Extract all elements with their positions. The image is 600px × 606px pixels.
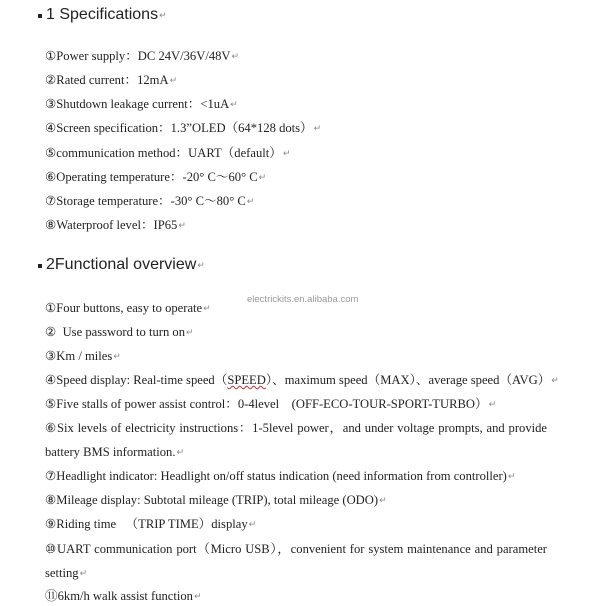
feature-password: ② Use password to turn on↵ [45, 325, 194, 339]
return-mark-icon: ↵ [178, 221, 186, 231]
return-mark-icon: ↵ [379, 496, 387, 506]
return-mark-icon: ↵ [197, 261, 205, 271]
return-mark-icon: ↵ [246, 197, 255, 207]
spec-waterproof: ⑧Waterproof level：IP65↵ [45, 218, 186, 232]
feature-uart-line1: ⑩UART communication port（Micro USB），convenient for system maintenance and parameter [45, 542, 547, 556]
return-mark-icon: ↵ [169, 76, 178, 86]
return-mark-icon: ↵ [551, 376, 559, 386]
return-mark-icon: ↵ [488, 400, 497, 410]
feature-speed-display: ④Speed display: Real-time speed（SPEED）、maximum speed（MAX）、average speed（AVG）↵ [45, 373, 559, 387]
section-2-heading: 2Functional overview↵ [38, 256, 205, 274]
return-mark-icon: ↵ [159, 11, 167, 21]
feature-electricity-line1: ⑥Six levels of electricity instructions：1-5level power，and under voltage prompts, and provide [45, 421, 547, 435]
feature-assist-control: ⑤Five stalls of power assist control：0-4level (OFF-ECO-TOUR-SPORT-TURBO）↵ [45, 397, 497, 411]
return-mark-icon: ↵ [282, 149, 291, 159]
feature-four-buttons: ①Four buttons, easy to operate↵ [45, 301, 211, 315]
spec-operating-temp: ⑥Operating temperature：-20° C～60° C↵ [45, 170, 267, 184]
return-mark-icon: ↵ [79, 569, 88, 579]
feature-riding-time: ⑨Riding time （TRIP TIME）display↵ [45, 517, 257, 531]
feature-mileage: ⑧Mileage display: Subtotal mileage (TRIP), total mileage (ODO)↵ [45, 493, 387, 507]
feature-headlight: ⑦Headlight indicator: Headlight on/off status indication (need information from controller)↵ [45, 469, 516, 483]
section-1-heading: 1 Specifications↵ [38, 6, 167, 24]
return-mark-icon: ↵ [231, 52, 240, 62]
spec-screen: ④Screen specification：1.3”OLED（64*128 dots）↵ [45, 121, 322, 135]
bullet-icon [38, 14, 42, 18]
return-mark-icon: ↵ [186, 328, 194, 338]
feature-uart-line2: setting↵ [45, 566, 88, 580]
spelling-flag: SPEED [227, 373, 266, 387]
spec-storage-temp: ⑦Storage temperature：-30° C～80° C↵ [45, 194, 255, 208]
return-mark-icon: ↵ [248, 520, 257, 530]
return-mark-icon: ↵ [113, 352, 121, 362]
feature-km-miles: ③Km / miles↵ [45, 349, 121, 363]
return-mark-icon: ↵ [203, 304, 211, 314]
return-mark-icon: ↵ [230, 100, 238, 110]
watermark: electrickits.en.alibaba.com [247, 294, 359, 305]
bullet-icon [38, 264, 42, 268]
spec-power-supply: ①Power supply：DC 24V/36V/48V↵ [45, 49, 240, 63]
return-mark-icon: ↵ [176, 448, 185, 458]
spec-leakage-current: ③Shutdown leakage current：<1uA↵ [45, 97, 238, 111]
return-mark-icon: ↵ [313, 124, 322, 134]
return-mark-icon: ↵ [507, 472, 516, 482]
return-mark-icon: ↵ [258, 173, 267, 183]
spec-rated-current: ②Rated current：12mA↵ [45, 73, 178, 87]
spec-communication: ⑤communication method：UART（default）↵ [45, 146, 291, 160]
feature-electricity-line2: battery BMS information.↵ [45, 445, 185, 459]
feature-walk-assist: ⑪6km/h walk assist function↵ [45, 589, 202, 603]
return-mark-icon: ↵ [193, 592, 202, 602]
